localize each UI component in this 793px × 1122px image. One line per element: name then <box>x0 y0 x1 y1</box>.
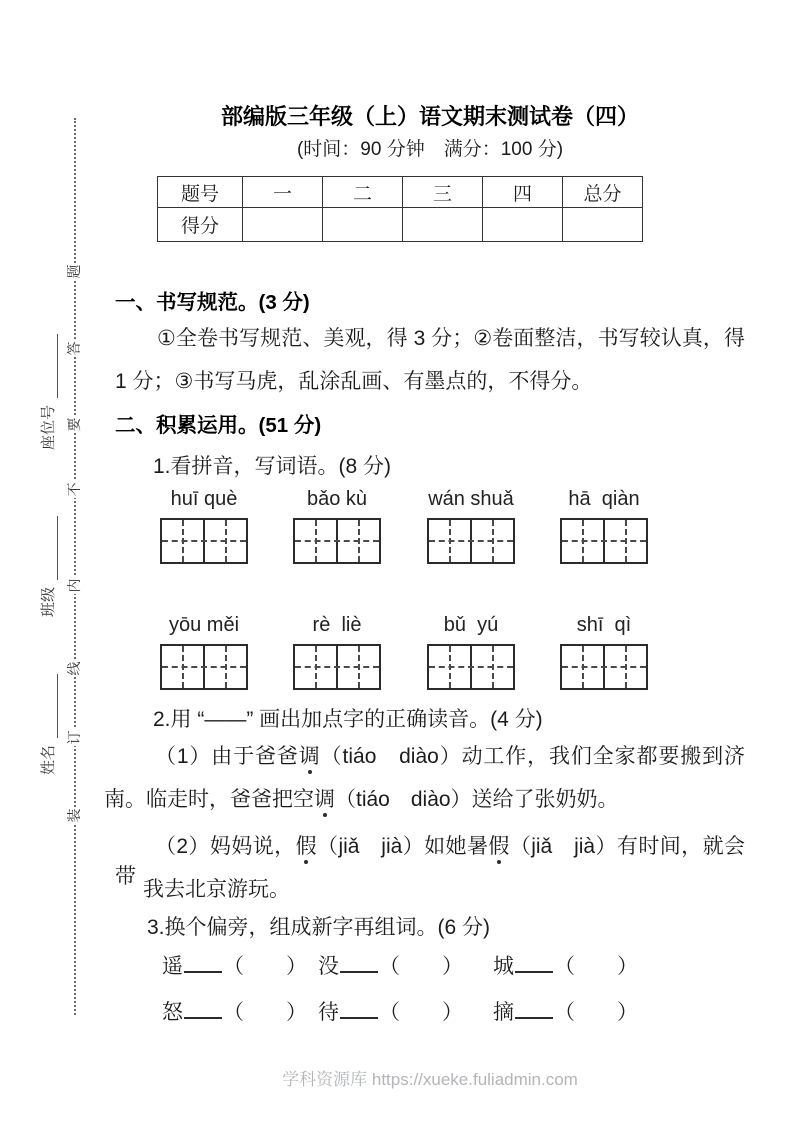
pinyin-row-2 <box>115 612 745 692</box>
class-blank[interactable] <box>54 516 58 580</box>
source-character: 待 <box>318 1001 339 1024</box>
pinyin-item <box>427 612 515 690</box>
score-cell[interactable] <box>323 208 403 242</box>
score-row-label: 得分 <box>158 208 243 242</box>
hanzi-grid-box[interactable] <box>293 518 381 564</box>
pinyin-row-1 <box>115 486 745 566</box>
binding-line-char: 要 <box>66 417 82 432</box>
q2-sentence1-line1 <box>115 740 745 770</box>
paren-blank: （ ） <box>554 1001 638 1024</box>
hanzi-grid-cell[interactable] <box>295 646 338 688</box>
pinyin-word: bǔ yú <box>443 614 499 636</box>
answer-blank[interactable] <box>340 967 378 973</box>
section1-text-line2: 1 分；③书写马虎，乱涂乱画、有墨点的，不得分。 <box>115 370 593 393</box>
pinyin-word: bǎo kù <box>306 488 368 510</box>
pinyin-word: huī què <box>170 488 238 510</box>
q3-row-2 <box>115 996 745 1030</box>
q2-text: （tiáo diào）送给了张奶奶。 <box>335 788 619 811</box>
hanzi-grid-cell[interactable] <box>472 646 513 688</box>
paren-blank: （ ） <box>379 1001 463 1024</box>
radical-change-item <box>162 950 307 980</box>
q2-text: （jiǎ jià）有时间，就会带 <box>115 835 745 888</box>
source-character: 摘 <box>493 1001 514 1024</box>
source-character: 没 <box>318 955 339 978</box>
pinyin-word: wán shuǎ <box>428 488 514 510</box>
score-table-header-cell: 总分 <box>563 177 643 208</box>
pinyin-word: yōu měi <box>168 614 240 636</box>
hanzi-grid-box[interactable] <box>160 518 248 564</box>
q2-text: （1）由于爸爸 <box>155 745 299 768</box>
class-field <box>38 487 58 617</box>
seat-number-blank[interactable] <box>54 334 58 398</box>
score-table-header-cell: 二 <box>323 177 403 208</box>
hanzi-grid-box[interactable] <box>293 644 381 690</box>
answer-blank[interactable] <box>184 967 222 973</box>
score-table-header-row <box>158 177 643 208</box>
pinyin-item <box>427 486 515 564</box>
footer-link[interactable]: 学科资源库 https://xueke.fuliadmin.com <box>282 1070 578 1089</box>
score-cell[interactable] <box>243 208 323 242</box>
score-table-header-cell: 四 <box>483 177 563 208</box>
name-blank[interactable] <box>54 674 58 738</box>
hanzi-grid-cell[interactable] <box>205 646 246 688</box>
q2-text: （jiǎ jià）如她暑 <box>317 835 489 858</box>
hanzi-grid-box[interactable] <box>427 518 515 564</box>
radical-change-item <box>162 996 307 1026</box>
pinyin-item <box>160 612 248 690</box>
section1-text-line1: ①全卷书写规范、美观，得 3 分；②卷面整洁，书写较认真，得 <box>157 327 745 350</box>
score-table-score-row <box>158 208 643 242</box>
hanzi-grid-cell[interactable] <box>429 646 472 688</box>
hanzi-grid-box[interactable] <box>160 644 248 690</box>
q2-sentence1-line2 <box>104 783 745 813</box>
hanzi-grid-cell[interactable] <box>429 520 472 562</box>
hanzi-grid-box[interactable] <box>560 518 648 564</box>
name-field <box>38 645 58 775</box>
q2-text: 南。临走时，爸爸把空 <box>104 788 314 811</box>
dotted-char: 假 <box>295 835 318 858</box>
q3-row-1 <box>115 950 745 984</box>
score-cell[interactable] <box>403 208 483 242</box>
q2-text: （2）妈妈说， <box>155 835 296 858</box>
dotted-char: 假 <box>488 835 510 858</box>
main-content <box>104 0 746 1122</box>
section2-heading: 二、积累运用。(51 分) <box>115 414 322 437</box>
hanzi-grid-cell[interactable] <box>472 520 513 562</box>
class-label: 班级 <box>40 586 57 617</box>
paren-blank: （ ） <box>223 1001 307 1024</box>
q2-label: 2.用 “——” 画出加点字的正确读音。(4 分) <box>153 708 543 731</box>
binding-line-char: 答 <box>66 341 82 356</box>
pinyin-item <box>293 486 381 564</box>
binding-line-char: 题 <box>66 264 82 279</box>
pinyin-item <box>293 612 381 690</box>
pinyin-item <box>560 486 648 564</box>
source-character: 怒 <box>162 1001 183 1024</box>
radical-change-item <box>493 950 638 980</box>
score-table-header-cell: 一 <box>243 177 323 208</box>
hanzi-grid-box[interactable] <box>560 644 648 690</box>
radical-change-item <box>493 996 638 1026</box>
hanzi-grid-cell[interactable] <box>605 520 646 562</box>
source-character: 遥 <box>162 955 183 978</box>
q3-label: 3.换个偏旁，组成新字再组词。(6 分) <box>147 916 491 939</box>
binding-dotted-line <box>74 118 76 1015</box>
answer-blank[interactable] <box>515 967 553 973</box>
hanzi-grid-cell[interactable] <box>205 520 246 562</box>
paren-blank: （ ） <box>223 955 307 978</box>
time-score-subtitle: (时间：90 分钟 满分：100 分) <box>296 139 564 160</box>
q1-label: 1.看拼音，写词语。(8 分) <box>153 455 392 478</box>
answer-blank[interactable] <box>515 1013 553 1019</box>
pinyin-item <box>560 612 648 690</box>
dotted-char: 调 <box>298 745 321 768</box>
section1-heading: 一、书写规范。(3 分) <box>115 291 310 314</box>
answer-blank[interactable] <box>340 1013 378 1019</box>
hanzi-grid-cell[interactable] <box>562 520 605 562</box>
q2-sentence2-line2: 我去北京游玩。 <box>143 878 290 901</box>
name-label: 姓名 <box>40 744 57 775</box>
q2-text: （tiáo diào）动工作，我们全家都要搬到济 <box>320 745 746 768</box>
binding-line-char: 线 <box>66 661 82 676</box>
pinyin-word: rè liè <box>312 614 362 636</box>
answer-blank[interactable] <box>184 1013 222 1019</box>
score-table <box>157 176 643 242</box>
binding-line-char: 订 <box>66 730 82 745</box>
paren-blank: （ ） <box>379 955 463 978</box>
hanzi-grid-cell[interactable] <box>162 646 205 688</box>
radical-change-item <box>318 950 463 980</box>
seat-number-label: 座位号 <box>40 404 57 450</box>
hanzi-grid-cell[interactable] <box>295 520 338 562</box>
dotted-char: 调 <box>314 788 335 811</box>
score-cell[interactable] <box>483 208 563 242</box>
source-character: 城 <box>493 955 514 978</box>
hanzi-grid-cell[interactable] <box>562 646 605 688</box>
seat-number-field <box>38 320 58 450</box>
hanzi-grid-cell[interactable] <box>162 520 205 562</box>
page-title: 部编版三年级（上）语文期末测试卷（四） <box>220 104 639 129</box>
paren-blank: （ ） <box>554 955 638 978</box>
hanzi-grid-box[interactable] <box>427 644 515 690</box>
score-cell[interactable] <box>563 208 643 242</box>
binding-line-char: 不 <box>66 482 82 497</box>
score-table-header-cell: 三 <box>403 177 483 208</box>
score-table-header-cell: 题号 <box>158 177 243 208</box>
hanzi-grid-cell[interactable] <box>605 646 646 688</box>
hanzi-grid-cell[interactable] <box>338 646 379 688</box>
binding-line-char: 内 <box>66 578 82 593</box>
binding-line-char: 装 <box>66 808 82 823</box>
pinyin-word: hā qiàn <box>568 488 640 510</box>
pinyin-item <box>160 486 248 564</box>
radical-change-item <box>318 996 463 1026</box>
pinyin-word: shī qì <box>576 614 632 636</box>
hanzi-grid-cell[interactable] <box>338 520 379 562</box>
